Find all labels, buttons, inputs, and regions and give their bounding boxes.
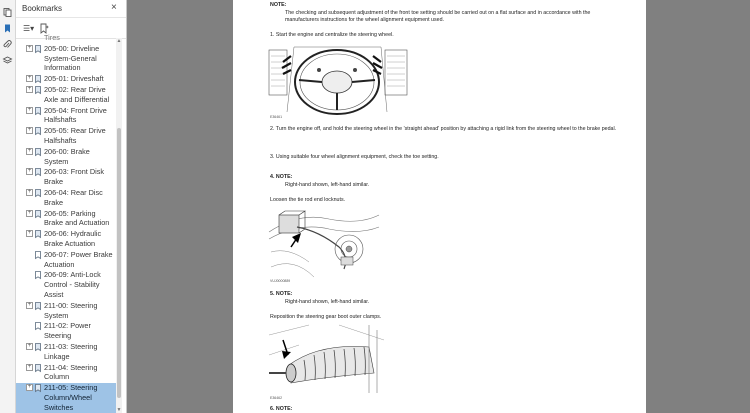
bookmark-item[interactable] xyxy=(16,342,116,363)
expand-icon[interactable]: + xyxy=(27,188,32,195)
steering-boot-figure xyxy=(269,325,384,393)
scrollbar[interactable] xyxy=(116,38,122,413)
bookmark-icon xyxy=(34,148,42,156)
bookmark-icon xyxy=(34,210,42,218)
step-5-heading: 5. NOTE: xyxy=(270,291,293,297)
tie-rod-figure xyxy=(269,207,379,281)
bookmark-item[interactable] xyxy=(16,209,116,230)
bookmark-icon xyxy=(34,251,42,259)
bookmark-item[interactable] xyxy=(16,270,116,300)
steering-wheel-figure xyxy=(269,42,409,117)
bookmark-label: 211-00: Steering System xyxy=(44,300,98,320)
bookmark-item[interactable] xyxy=(16,74,116,85)
scroll-up-icon[interactable]: ▲ xyxy=(116,38,122,44)
step-4-text: Loosen the tie rod end locknuts. xyxy=(270,197,346,203)
bookmark-label: 205-04: Front Drive Halfshafts xyxy=(44,105,107,125)
bookmark-item[interactable] xyxy=(16,321,116,342)
expand-icon[interactable]: + xyxy=(27,147,32,154)
bookmark-icon xyxy=(34,189,42,197)
expand-icon[interactable]: + xyxy=(27,44,32,51)
expand-icon[interactable]: + xyxy=(27,168,32,175)
document-page xyxy=(233,0,646,413)
expand-icon[interactable]: + xyxy=(27,230,32,237)
bookmark-item[interactable] xyxy=(16,229,116,250)
expand-icon[interactable]: + xyxy=(27,209,32,216)
bookmark-label: 206-09: Anti-Lock Control - Stability Assist xyxy=(44,270,101,299)
bookmark-item[interactable] xyxy=(16,147,116,168)
figure-3-label: E36462 xyxy=(270,396,283,400)
step-5-note: Right-hand shown, left-hand similar. xyxy=(285,299,370,305)
bookmark-icon xyxy=(34,271,42,279)
figure-2-label: VUJ0000889 xyxy=(270,279,291,283)
expand-icon[interactable]: + xyxy=(27,384,32,391)
bookmark-icon[interactable] xyxy=(3,24,12,33)
expand-icon[interactable]: + xyxy=(27,342,32,349)
bookmark-item[interactable] xyxy=(16,44,116,74)
bookmark-label: 206-00: Brake System xyxy=(44,146,90,166)
note-heading: NOTE: xyxy=(270,2,287,8)
step-4-heading: 4. NOTE: xyxy=(270,174,293,180)
bookmark-item[interactable] xyxy=(16,188,116,209)
bookmark-icon xyxy=(34,384,42,392)
bookmarks-panel xyxy=(16,0,127,413)
bookmark-item[interactable] xyxy=(16,301,116,322)
bookmark-label: 211-02: Power Steering xyxy=(44,321,91,341)
step-2: 2. Turn the engine off, and hold the steering wheel in the 'straight ahead' position by attaching a rigid link from the steering wheel to the brake pedal. xyxy=(270,126,617,132)
bookmark-label: 206-07: Power Brake Actuation xyxy=(44,249,113,269)
expand-icon[interactable]: + xyxy=(27,301,32,308)
bookmark-item[interactable] xyxy=(16,85,116,106)
bookmark-item[interactable] xyxy=(16,250,116,271)
step-5-text: Reposition the steering gear boot outer clamps. xyxy=(270,314,382,320)
step-6-heading: 6. NOTE: xyxy=(270,406,293,412)
attachment-icon[interactable] xyxy=(3,40,12,49)
scrollbar-thumb[interactable] xyxy=(117,128,121,398)
bookmarks-header xyxy=(16,0,126,18)
pages-icon[interactable] xyxy=(3,8,12,17)
bookmark-item[interactable] xyxy=(16,106,116,127)
bookmark-item[interactable] xyxy=(16,33,116,44)
bookmark-icon xyxy=(34,364,42,372)
bookmark-label: 206-04: Rear Disc Brake xyxy=(44,187,103,207)
bookmark-icon xyxy=(34,127,42,135)
bookmark-icon xyxy=(34,168,42,176)
bookmark-list xyxy=(16,33,116,413)
panel-title: Bookmarks xyxy=(22,4,63,13)
new-bookmark-icon[interactable] xyxy=(38,23,49,34)
step-1: 1. Start the engine and centralize the steering wheel. xyxy=(270,32,394,38)
scroll-down-icon[interactable]: ▼ xyxy=(116,407,122,413)
expand-icon[interactable]: + xyxy=(27,75,32,82)
bookmark-icon xyxy=(34,322,42,330)
note-text: The checking and subsequent adjustment of the front toe setting should be carried out on a flat surface and in accordance with the manufacturers instructions for the wheel alignment equipment used. xyxy=(285,10,591,23)
bookmark-label: 211-05: Steering Column/Wheel Switches xyxy=(44,383,98,412)
bookmark-icon xyxy=(34,86,42,94)
expand-icon[interactable]: + xyxy=(27,363,32,370)
bookmark-label: 205-02: Rear Drive Axle and Differential xyxy=(44,84,110,104)
bookmark-icon xyxy=(34,45,42,53)
bookmark-item[interactable] xyxy=(16,126,116,147)
bookmark-icon xyxy=(34,107,42,115)
step-4-note: Right-hand shown, left-hand similar. xyxy=(285,182,370,188)
bookmark-label: 211-03: Steering Linkage xyxy=(44,341,98,361)
bookmark-item[interactable] xyxy=(16,383,116,413)
bookmark-label: 206-06: Hydraulic Brake Actuation xyxy=(44,229,102,248)
bookmark-label: Tires xyxy=(44,33,60,42)
bookmark-label: 206-03: Front Disk Brake xyxy=(44,167,105,187)
close-icon[interactable]: × xyxy=(111,2,117,13)
layers-icon[interactable] xyxy=(3,56,12,65)
expand-icon[interactable]: + xyxy=(27,127,32,134)
bookmark-label: 211-04: Steering Column xyxy=(44,362,98,382)
expand-icon[interactable]: + xyxy=(27,85,32,92)
bookmark-icon xyxy=(34,230,42,238)
bookmark-icon xyxy=(34,302,42,310)
navigation-rail xyxy=(0,0,16,413)
bookmark-label: 206-05: Parking Brake and Actuation xyxy=(44,208,110,228)
figure-1-label: E36461 xyxy=(270,115,283,119)
step-3: 3. Using suitable four wheel alignment equipment, check the toe setting. xyxy=(270,154,439,160)
bookmark-label: 205-00: Driveline System-General Information xyxy=(44,43,100,73)
bookmark-icon xyxy=(34,75,42,83)
bookmark-icon xyxy=(34,343,42,351)
bookmark-label: 205-01: Driveshaft xyxy=(44,74,104,84)
bookmark-item[interactable] xyxy=(16,363,116,384)
expand-icon[interactable]: + xyxy=(27,106,32,113)
bookmark-label: 205-05: Rear Drive Halfshafts xyxy=(44,126,106,145)
bookmark-options-icon[interactable]: ☰▾ xyxy=(23,23,35,33)
bookmark-item[interactable] xyxy=(16,167,116,188)
